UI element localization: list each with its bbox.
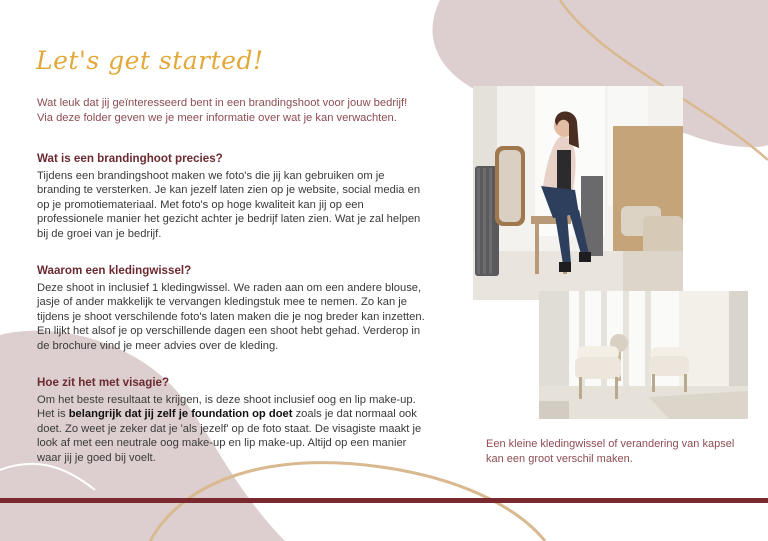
photo-woman-sitting [473, 86, 683, 300]
section-visagie [37, 376, 425, 465]
section-body [37, 393, 425, 466]
section-brandingshoot [37, 152, 425, 241]
page-title: Let's get started! [36, 46, 264, 75]
section-heading: Hoe zit het met visagie? [37, 376, 170, 389]
photo-interior-chairs [539, 291, 748, 419]
body-text-start: Om het beste resultaat te krijgen, is deze shoot inclusief oog en lip make-up. Het is [37, 393, 416, 420]
photo-woman-sitting-image [473, 86, 683, 300]
section-heading: Wat is een brandinghoot precies? [37, 152, 223, 165]
section-body: Deze shoot in inclusief 1 kledingwissel. We raden aan om een andere blouse, jasje of ander makkelijk te vervangen kledingstuk mee te nemen. Zo kan je tijdens je shoot verschilende foto's laten maken die je nog breder kan inzetten. En lijkt het alsof je op verschillende dagen een shoot hebt gehad. Verderop in de brochure vind je meer advies over de kleding. [37, 281, 425, 352]
body-text-end: zoals je dat normaal ook doet. Zo weet je zeker dat je 'als jezelf' op de foto staat. De visagiste maakt je look af met een neutrale oog make-up en lip make-up. Altijd op een manier waar jij je goed bij voelt. [37, 408, 422, 464]
photo-interior-chairs-image [539, 291, 748, 419]
body-text-bold: belangrijk dat jij zelf je foundation op doet [68, 408, 293, 420]
section-kledingwissel [37, 264, 425, 353]
bottom-divider-bar [0, 498, 768, 503]
intro-text: Wat leuk dat jij geïnteresseerd bent in een brandingshoot voor jouw bedrijf! Via deze folder geven we je meer informatie over wat je kan verwachten. [37, 97, 408, 124]
section-body: Tijdens een brandingshoot maken we foto's die jij kan gebruiken om je branding te versterken. Je kan jezelf laten zien op je website, social media en op je promotiemateriaal. Met foto's op hoge kwaliteit kan jij op een professionele manier het gezicht achter je bedrijf laten zien. Wat je zal helpen bij de groei van je bedrijf. [37, 169, 421, 240]
photo-caption: Een kleine kledingwissel of verandering van kapsel kan een groot verschil maken. [486, 438, 735, 465]
section-heading: Waarom een kledingwissel? [37, 264, 192, 277]
